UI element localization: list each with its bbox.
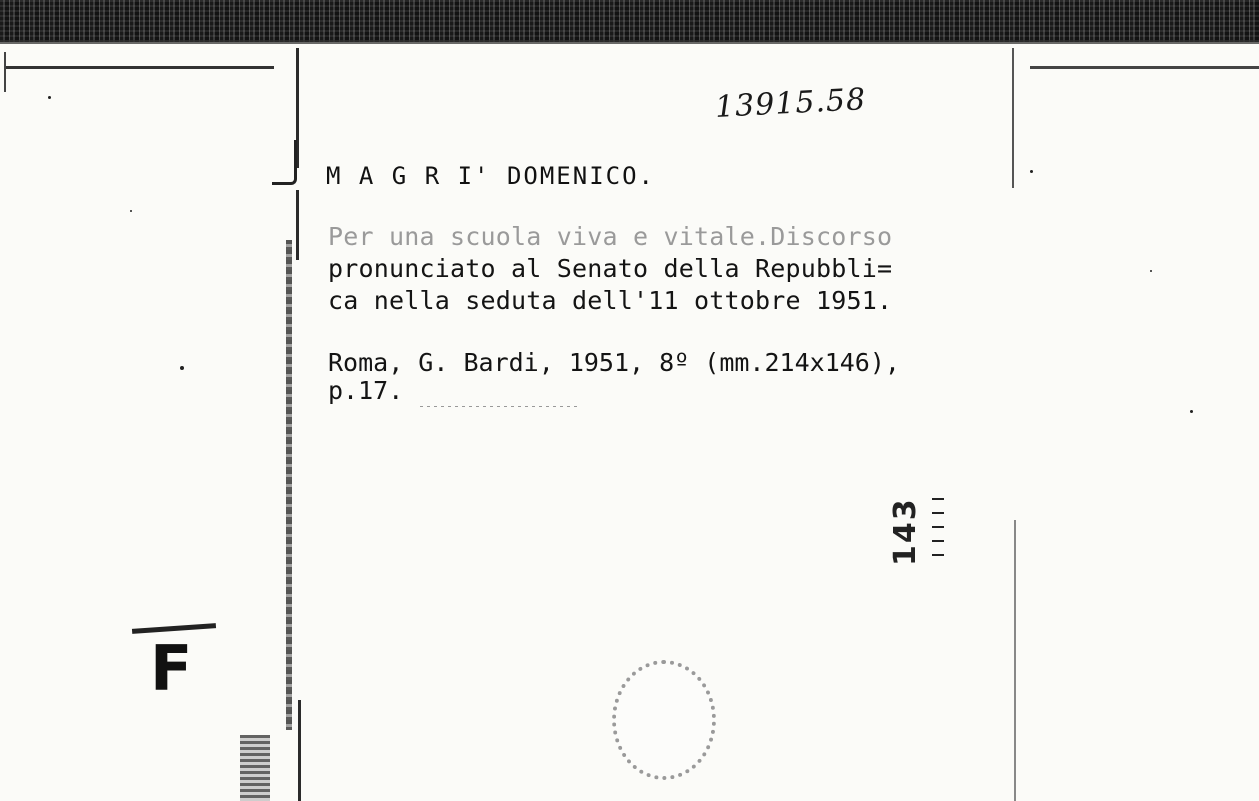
card-right-border — [1014, 520, 1016, 801]
scan-noise-line — [420, 406, 580, 407]
card-left-border — [296, 190, 299, 260]
adjacent-card-right-edge — [1030, 66, 1259, 69]
scan-speck — [1150, 270, 1152, 272]
punch-hole — [612, 660, 716, 780]
card-left-border — [298, 700, 301, 801]
stamped-number: 143 — [888, 497, 923, 566]
scan-top-edge — [0, 40, 1259, 44]
author-heading: M A G R I' DOMENICO. — [326, 162, 655, 190]
title-line: Per una scuola viva e vitale.Discorso — [328, 222, 893, 251]
handwritten-card-number: 13915.58 — [714, 82, 867, 125]
scan-speck — [1190, 410, 1193, 413]
scan-speck — [180, 366, 184, 370]
title-line: ca nella seduta dell'11 ottobre 1951. — [328, 286, 893, 315]
stamp-tick-marks — [932, 498, 944, 558]
scan-speck — [48, 96, 51, 99]
margin-f-letter: F — [150, 632, 193, 705]
card-right-border — [1012, 48, 1014, 188]
stacked-cards-edge — [286, 240, 292, 730]
card-clip-bracket — [272, 140, 297, 185]
scan-speck — [130, 210, 132, 212]
stacked-cards-bottom — [240, 735, 270, 801]
adjacent-card-left-corner — [4, 52, 6, 92]
title-line: pronunciato al Senato della Repubbli= — [328, 254, 893, 283]
scan-speck — [1030, 170, 1033, 173]
scan-top-border-noise — [0, 0, 1259, 42]
adjacent-card-left-edge — [4, 66, 274, 69]
imprint-line: p.17. — [328, 376, 404, 405]
imprint-line: Roma, G. Bardi, 1951, 8º (mm.214x146), — [328, 348, 900, 377]
margin-f-mark — [132, 626, 222, 716]
